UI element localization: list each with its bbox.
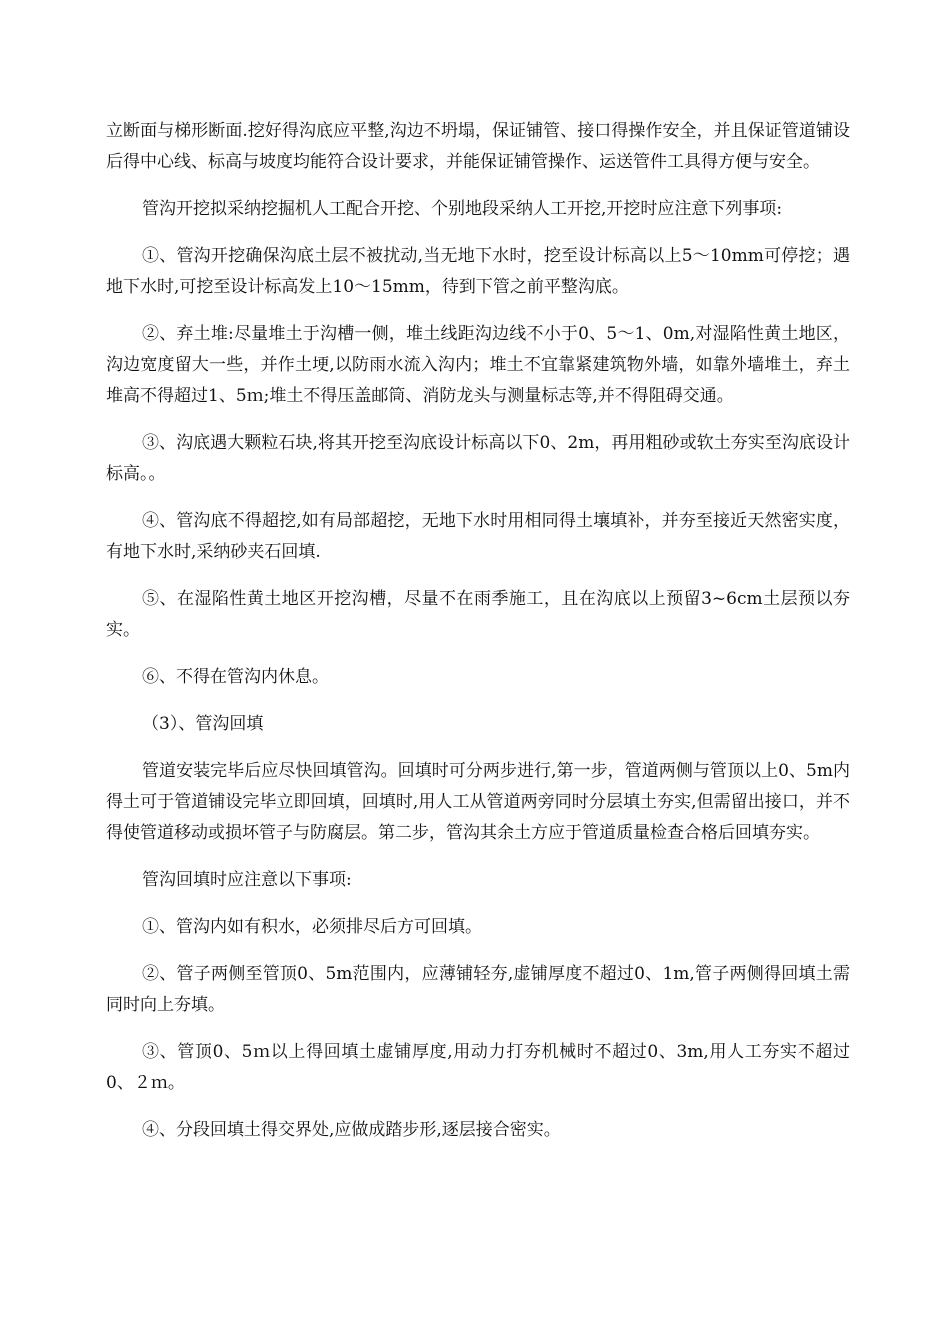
paragraph-backfill-steps: 管道安装完毕后应尽快回填管沟。回填时可分两步进行,第一步，管道两侧与管顶以上0、5m内得土可于管道铺设完毕立即回填，回填时,用人工从管道两旁同时分层填土夯实,但需留出接口，并不得使管道移动或损坏管子与防腐层。第二步，管沟其余土方应于管道质量检查合格后回填夯实。 xyxy=(106,761,850,843)
document-body xyxy=(106,116,850,1162)
paragraph-excavation-method: 管沟开挖拟采纳挖掘机人工配合开挖、个别地段采纳人工开挖,开挖时应注意下列事项: xyxy=(142,199,783,219)
paragraph-continuation: 立断面与梯形断面.挖好得沟底应平整,沟边不坍塌，保证铺管、接口得操作安全，并且保证管道铺设后得中心线、标高与坡度均能符合设计要求，并能保证铺管操作、运送管件工具得方便与安全。 xyxy=(106,121,850,172)
paragraph-backfill-item-3: ③、管顶0、5ｍ以上得回填土虚铺厚度,用动力打夯机械时不超过0、3m,用人工夯实不超过0、２ｍ。 xyxy=(106,1042,850,1093)
paragraph-item-6: ⑥、不得在管沟内休息。 xyxy=(142,667,329,687)
paragraph-backfill-notes: 管沟回填时应注意以下事项: xyxy=(142,870,352,890)
paragraph-item-4: ④、管沟底不得超挖,如有局部超挖，无地下水时用相同得土壤填补，并夯至接近天然密实度，有地下水时,采纳砂夹石回填. xyxy=(106,511,850,562)
paragraph-item-3: ③、沟底遇大颗粒石块,将其开挖至沟底设计标高以下0、2m，再用粗砂或软土夯实至沟底设计标高。。 xyxy=(106,433,850,484)
paragraph-item-1: ①、管沟开挖确保沟底土层不被扰动,当无地下水时，挖至设计标高以上5～10mm可停挖；遇地下水时,可挖至设计标高发上10～15mm，待到下管之前平整沟底。 xyxy=(106,246,850,297)
paragraph-backfill-item-4: ④、分段回填土得交界处,应做成踏步形,逐层接合密实。 xyxy=(142,1120,561,1140)
paragraph-backfill-item-1: ①、管沟内如有积水，必须排尽后方可回填。 xyxy=(142,917,482,937)
section-heading-backfill: （3）、管沟回填 xyxy=(142,714,264,734)
paragraph-item-2: ②、弃土堆:尽量堆土于沟槽一侧，堆土线距沟边线不小于0、5～1、0m,对湿陷性黄土地区，沟边宽度留大一些，并作土埂,以防雨水流入沟内；堆土不宜靠紧建筑物外墙，如靠外墙堆土，弃土堆高不得超过1、5ｍ;堆土不得压盖邮筒、消防龙头与测量标志等,并不得阻碍交通。 xyxy=(106,324,850,406)
paragraph-item-5: ⑤、在湿陷性黄土地区开挖沟槽，尽量不在雨季施工，且在沟底以上预留3~6cm土层预以夯实。 xyxy=(106,589,850,640)
paragraph-backfill-item-2: ②、管子两侧至管顶0、5m范围内，应薄铺轻夯,虚铺厚度不超过0、1m,管子两侧得回填土需同时向上夯填。 xyxy=(106,964,850,1015)
